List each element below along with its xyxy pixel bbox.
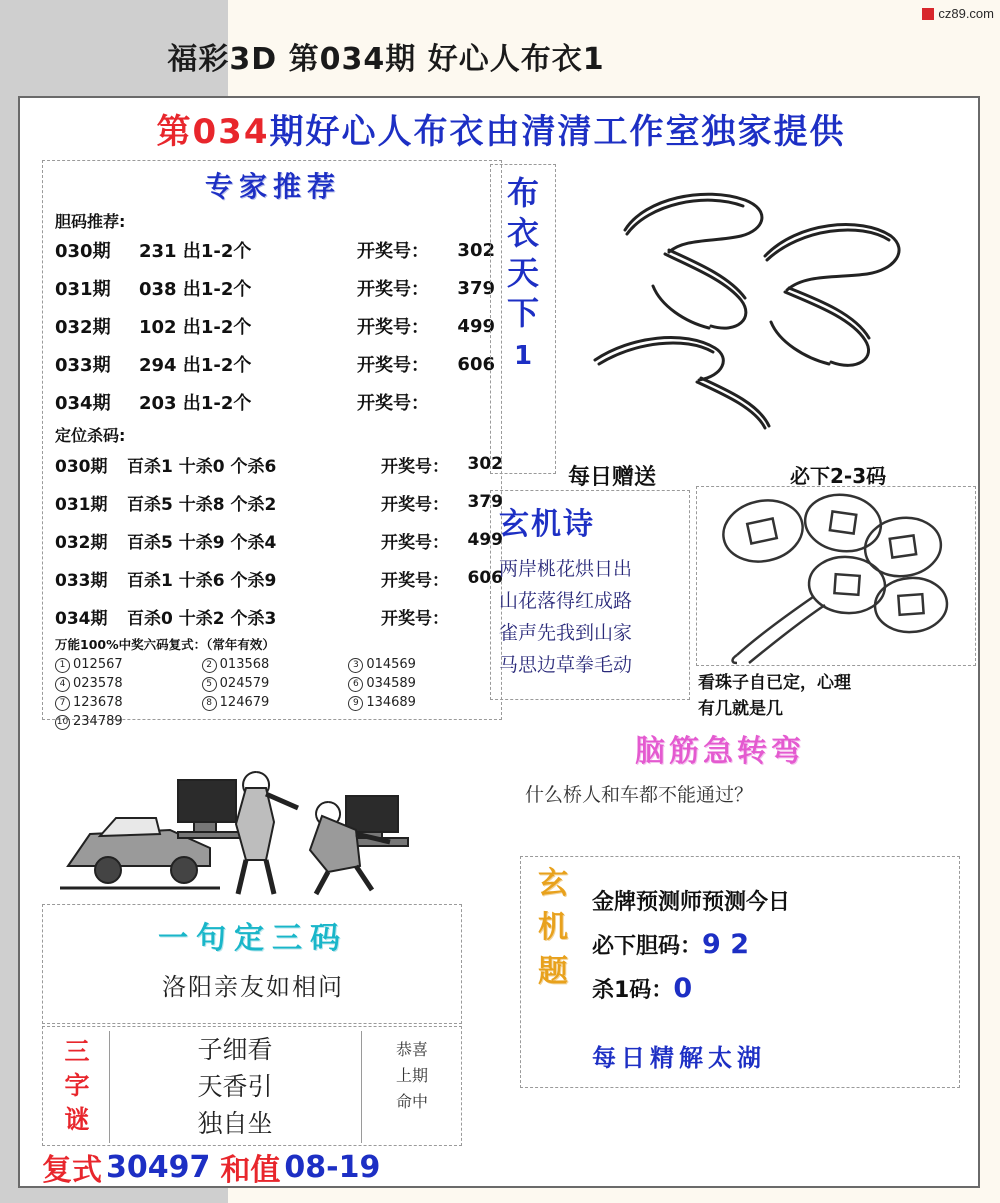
row-kj-value: 499 [457,315,495,337]
watermark-square-icon [922,8,934,20]
row-kj-value: 606 [457,353,495,375]
divider [361,1031,362,1143]
sanzimi-congrats: 恭喜 上期 命中 [395,1040,428,1111]
row-kj-value: 379 [457,277,495,299]
index-circle-icon: 3 [348,658,363,673]
row-kj-label: 开奖号： [381,570,449,591]
xuanjiti-line2-label: 必下胆码： [592,934,703,959]
fushi-item: 6 034589 [348,676,495,692]
row-kill: 百杀1 十杀6 个杀9 [127,570,277,591]
banner-headline [20,104,982,153]
index-circle-icon: 7 [55,696,70,711]
row-pick: 102 出1-2个 [139,317,252,338]
row-kj-value: 606 [467,568,503,588]
bottom-hezhi-value: 08-19 [284,1149,381,1185]
index-circle-icon: 10 [55,715,70,730]
index-circle-icon: 6 [348,677,363,692]
bottom-fushi-label: 复式 [42,1153,102,1188]
row-period: 030期 [55,241,111,262]
row-period: 031期 [55,279,111,300]
table-row [55,523,503,557]
table-row [55,447,503,481]
row-kj-label: 开奖号： [381,456,449,477]
yiju-ding-sanma-panel [42,904,462,1024]
row-pick: 203 出1-2个 [139,393,252,414]
fushi-grid [55,657,495,730]
fushi-item: 8 124679 [202,695,349,711]
cartoon-illustration [60,738,450,898]
row-pick: 038 出1-2个 [139,279,252,300]
row-kj-label: 开奖号： [357,317,429,338]
row-period: 033期 [55,355,111,376]
xuanjiti-line2 [592,924,952,968]
handwritten-number-sketch [565,160,975,460]
row-period: 031期 [55,494,108,515]
row-kill: 百杀1 十杀0 个杀6 [127,456,277,477]
expert-title: 专家推荐 [204,170,341,203]
row-kj-label: 开奖号： [381,608,449,629]
row-kj-value: 302 [457,239,495,261]
table-row [55,309,495,343]
coins-sketch-panel [696,486,976,666]
divider [109,1031,110,1143]
fushi-item: 1 012567 [55,657,202,673]
row-kj-label: 开奖号： [357,279,429,300]
xuanjiti-line3-label: 杀1码： [592,978,674,1003]
index-circle-icon: 8 [202,696,217,711]
bottom-fushi-hezhi [42,1146,482,1188]
xuanji-title: 玄机诗 [499,507,595,542]
fushi-note: 万能100%中奖六码复式：（常年有效） [55,637,275,652]
row-kj-value: 379 [467,492,503,512]
danma-label: 胆码推荐: [55,212,126,231]
row-kj-label: 开奖号： [381,532,449,553]
daily-gift-label: 每日赠送 [568,465,657,490]
row-kill: 百杀5 十杀9 个杀4 [127,532,277,553]
row-kj-label: 开奖号： [357,393,429,414]
watermark-text: cz89.com [938,6,994,21]
xuanji-line: 两岸桃花烘日出 [499,558,633,580]
row-kill: 百杀5 十杀8 个杀2 [127,494,277,515]
row-pick: 231 出1-2个 [139,241,252,262]
xuanjiti-line3 [592,968,952,1012]
buyi-index: 1 [513,341,533,371]
bottom-fushi-value: 30497 [106,1149,211,1185]
row-kj-label: 开奖号： [357,241,429,262]
xuanjiti-line2-value: 9 2 [702,929,749,960]
xuanjiti-vertical-label: 玄 机 题 [538,866,568,989]
table-row [55,271,495,305]
yiju-line: 洛阳亲友如相问 [162,973,344,1001]
brain-teaser-question: 什么桥人和车都不能通过？ [525,784,754,806]
fushi-item: 3 014569 [348,657,495,673]
index-circle-icon: 1 [55,658,70,673]
coins-note: 看珠子自已定，心理 有几就是几 [698,673,851,719]
row-period: 034期 [55,608,108,629]
fushi-item: 4 023578 [55,676,202,692]
banner-part1: 第034 [156,112,270,152]
row-kill: 百杀0 十杀2 个杀3 [127,608,277,629]
sanzimi-panel [42,1026,462,1146]
table-row [55,485,503,519]
watermark [922,6,994,21]
row-period: 033期 [55,570,108,591]
index-circle-icon: 5 [202,677,217,692]
row-period: 032期 [55,317,111,338]
row-kj-label: 开奖号： [381,494,449,515]
xuanji-line: 马思边草拳毛动 [499,654,633,676]
yiju-title: 一句定三码 [158,921,348,956]
xuanjiti-lines [592,882,952,1012]
fushi-item: 2 013568 [202,657,349,673]
expert-recommend-panel [42,160,503,729]
meiri-label: 每日精解太湖 [592,1043,766,1072]
row-pick: 294 出1-2个 [139,355,252,376]
table-row [55,233,495,267]
index-circle-icon: 9 [348,696,363,711]
fushi-item: 5 024579 [202,676,349,692]
lottery-poster [18,96,980,1188]
row-period: 034期 [55,393,111,414]
table-row [55,599,503,633]
bottom-hezhi-label: 和值 [220,1153,281,1188]
brain-teaser-title: 脑筋急转弯 [635,734,805,769]
banner-part2: 期好心人布衣由清清工作室独家提供 [269,112,846,152]
buyi-vertical-title: 布 衣 天 下 1 [490,164,556,474]
row-period: 030期 [55,456,108,477]
table-row [55,347,495,381]
bixia-label: 必下2-3码 [790,464,887,488]
fushi-item: 10 234789 [56,714,123,729]
table-row [55,385,495,419]
xuanji-line: 山花落得红成路 [499,590,633,612]
page-title: 福彩3D 第034期 好心人布衣1 [167,42,605,77]
xuanji-lines [499,553,683,681]
table-row [55,561,503,595]
xuanji-poem-panel [490,490,690,700]
sanzimi-lines: 子细看 天香引 独自坐 [197,1035,273,1138]
fushi-item: 9 134689 [348,695,495,711]
row-kj-value: 302 [467,454,503,474]
dingwei-label: 定位杀码: [55,426,126,445]
row-kj-label: 开奖号： [357,355,429,376]
index-circle-icon: 4 [55,677,70,692]
xuanji-line: 雀声先我到山家 [499,622,633,644]
fushi-item: 7 123678 [55,695,202,711]
row-period: 032期 [55,532,108,553]
row-kj-value: 499 [467,530,503,550]
sanzimi-label: 三 字 谜 [64,1037,90,1134]
xuanjiti-line1: 金牌预测师预测今日 [592,890,791,915]
index-circle-icon: 2 [202,658,217,673]
xuanjiti-line3-value: 0 [673,973,693,1004]
